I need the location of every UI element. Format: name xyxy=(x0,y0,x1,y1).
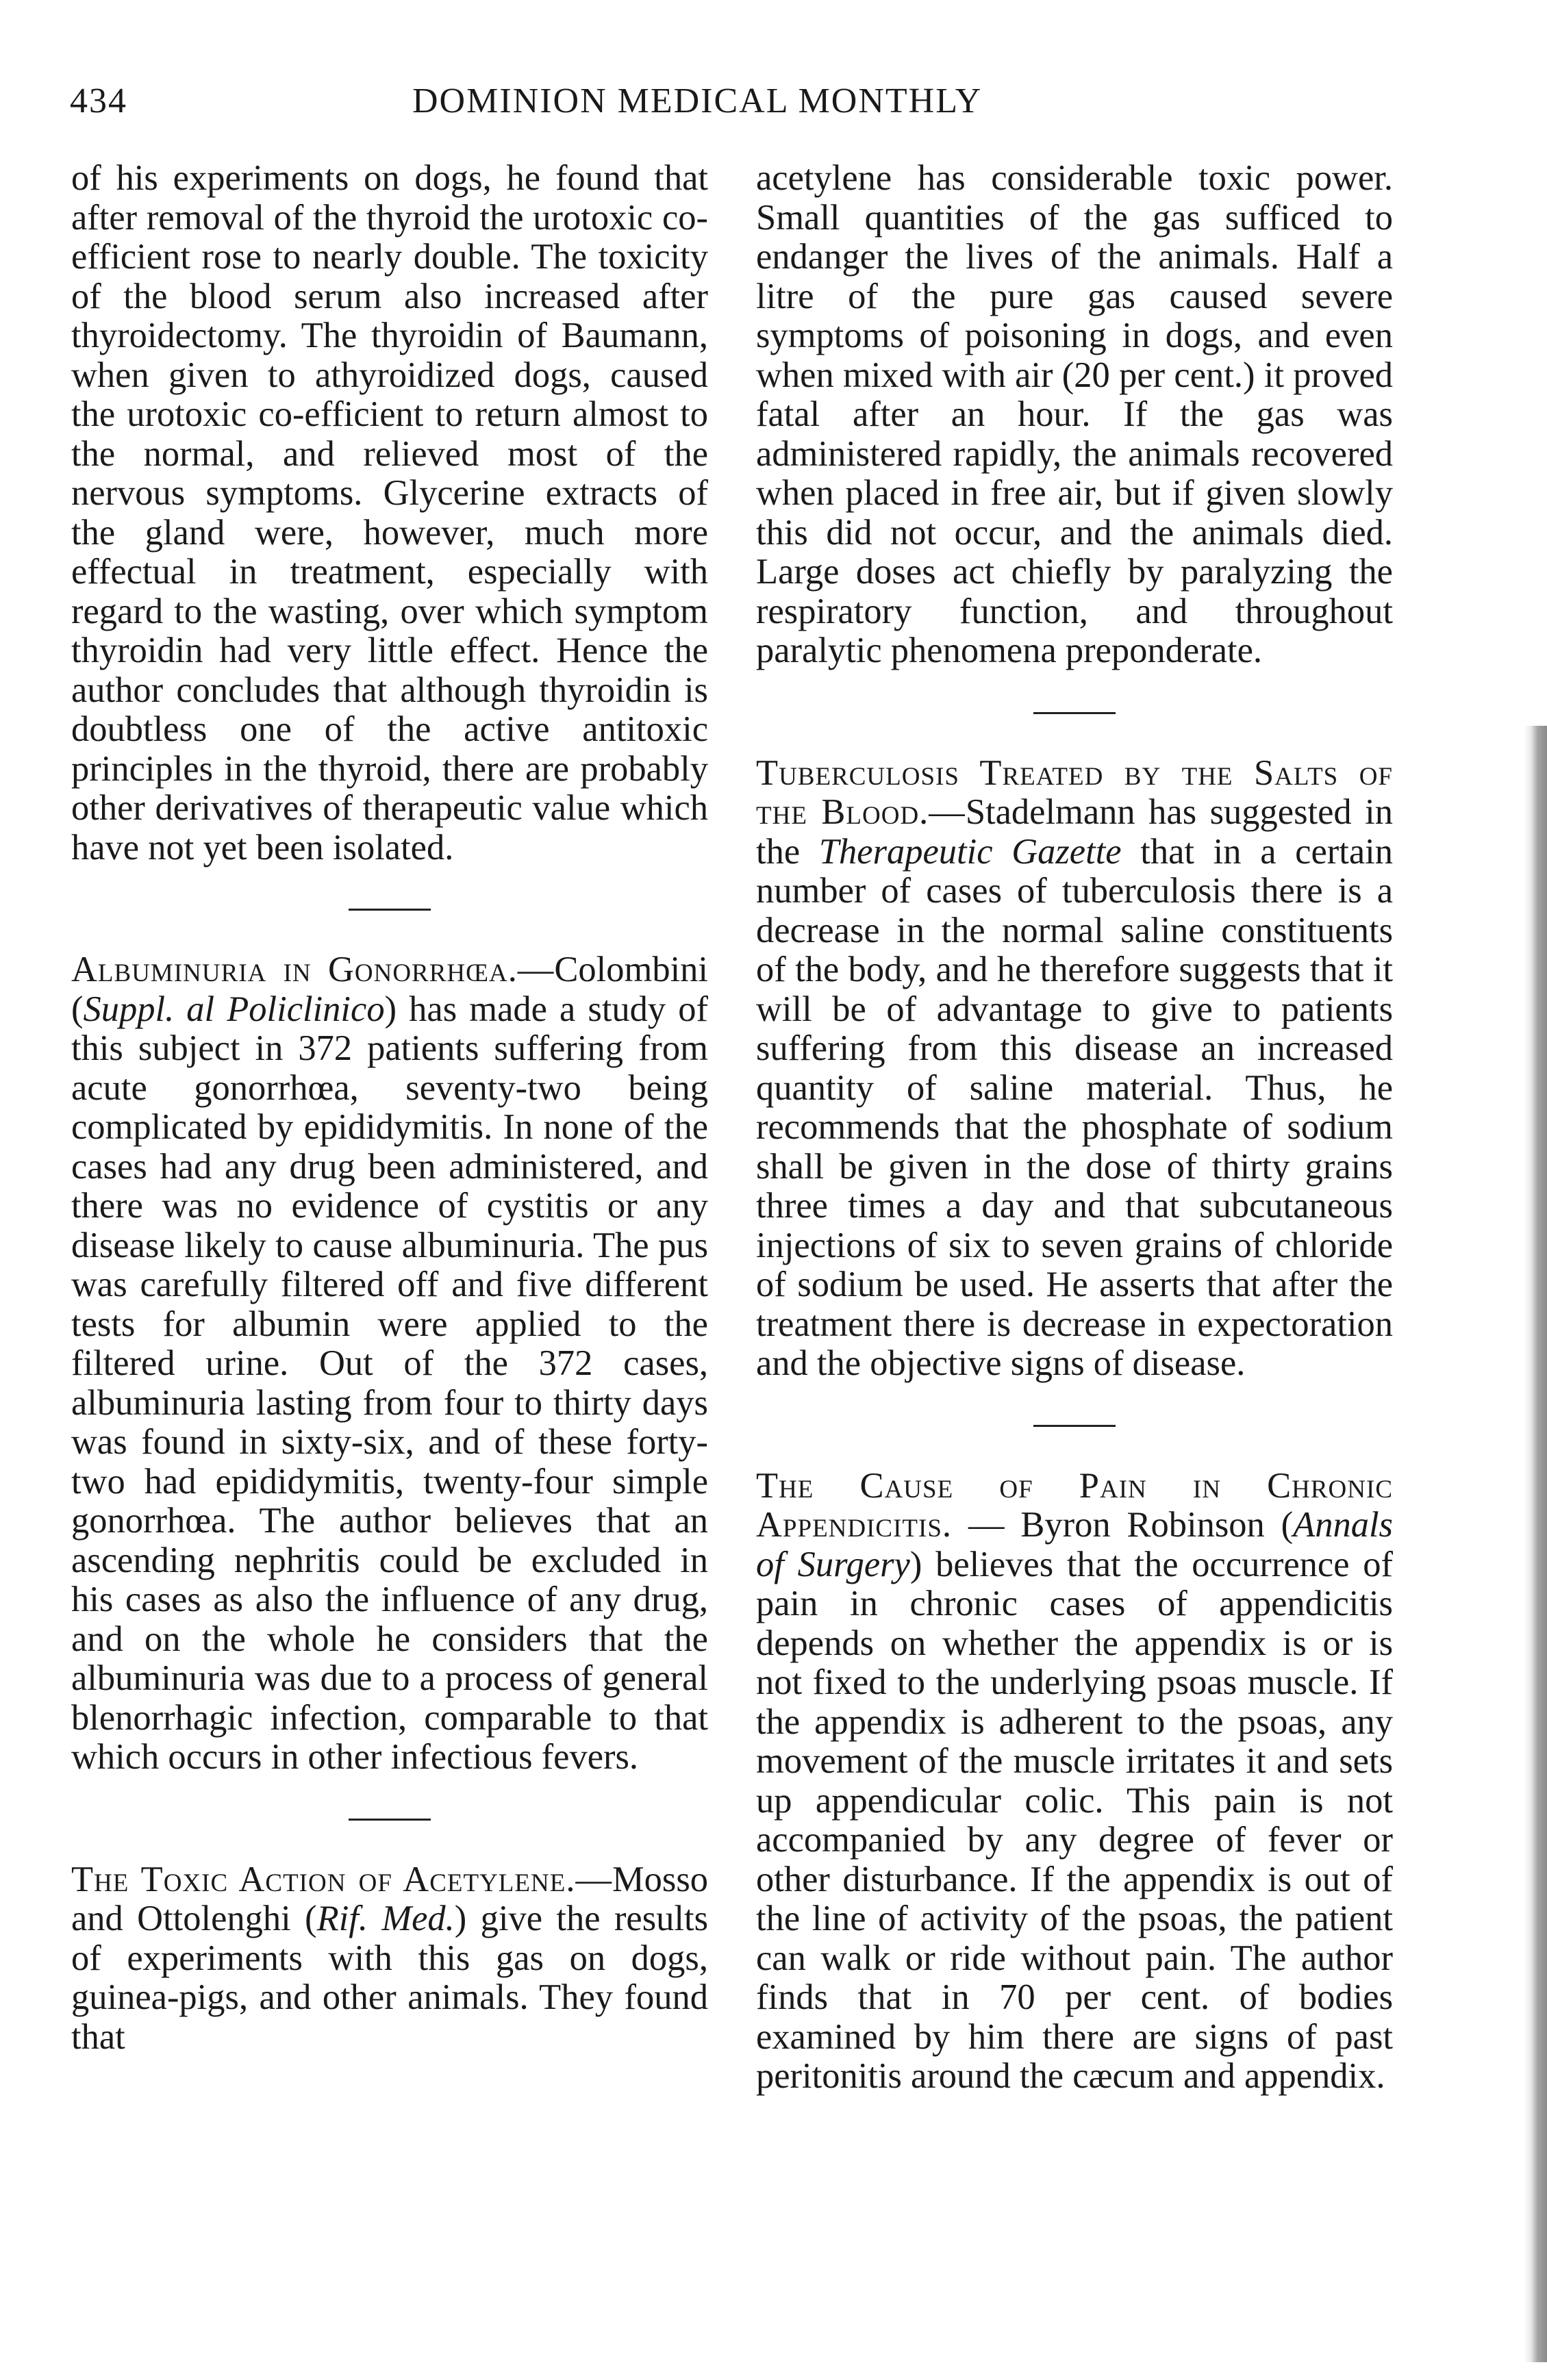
continued-paragraph: acetylene has considerable toxic power. Small quantities of the gas sufficed to endanger the lives of the animals. Half a litre of the pure gas caused severe symptoms of poisoning in dogs, and even when mixed with air (20 per cent.) it proved fatal after an hour. If the gas was administered rapidly, the animals recovered when placed in free air, but if given slowly this did not occur, and the animals died. Large doses act chiefly by paralyzing the respiratory function, and throughout paralytic phenomena preponderate. xyxy=(756,158,1393,670)
article-author: Byron Robinson xyxy=(1020,1505,1281,1545)
article-source: Annals of Surgery xyxy=(756,1505,1393,1584)
article-tuberculosis xyxy=(756,754,1393,1384)
article-author: Colombini xyxy=(554,950,708,989)
article-body: believes that the occurrence of pain in chronic cases of appendicitis depends on whether the appendix is or is not fixed to the underlying psoas muscle. If the appendix is adherent to the psoas, any movement of the muscle irritates it and sets up appendicular colic. This pain is not accompanied by any degree of fever or other disturbance. If the appendix is out of the line of activity of the psoas, the patient can walk or ride without pain. The author finds that in 70 per cent. of bodies examined by him there are signs of past peritonitis around the cæcum and appendix. xyxy=(756,1544,1393,2096)
article-appendicitis xyxy=(756,1467,1393,2097)
section-divider xyxy=(1033,712,1116,714)
article-author: Mosso and Ottolenghi xyxy=(71,1859,708,1938)
continued-paragraph: of his experiments on dogs, he found that after removal of the thyroid the urotoxic co-efficient rose to nearly double. The toxicity of the blood serum also increased after thyroidectomy. The thyroidin of Baumann, when given to athyroidized dogs, caused the urotoxic co-efficient to return almost to the normal, and relieved most of the nervous symptoms. Glycerine extracts of the gland were, however, much more effectual in treatment, especially with regard to the wasting, over which symptom thyroidin had very little effect. Hence the author concludes that although thyroidin is doubtless one of the active antitoxic principles in the thyroid, there are probably other derivatives of therapeutic value which have not yet been isolated. xyxy=(71,158,708,868)
article-acetylene xyxy=(71,1860,708,2058)
article-heading: Tuberculosis Treated by the Salts of the Blood.— xyxy=(756,752,1393,832)
paren-open: ( xyxy=(290,1899,317,1938)
left-column xyxy=(71,159,708,2057)
article-heading: The Cause of Pain in Chronic Appendicitis. xyxy=(756,1465,1393,1545)
paren-open: ( xyxy=(71,989,84,1029)
article-source: Rif. Med. xyxy=(316,1899,455,1938)
right-column xyxy=(756,159,1393,2097)
paren-close: ) xyxy=(454,1899,481,1938)
article-body: give the results of experiments with this gas on dogs, guinea-pigs, and other animals. They found that xyxy=(71,1899,709,2057)
section-divider xyxy=(349,1819,431,1821)
paren-close: ) xyxy=(909,1544,936,1584)
article-body-start: Stadelmann has suggested in the xyxy=(756,792,1393,872)
section-divider xyxy=(349,909,431,911)
journal-title: DOMINION MEDICAL MONTHLY xyxy=(412,81,983,121)
paren-close: ) xyxy=(384,989,410,1029)
running-header xyxy=(70,81,1412,136)
article-heading: Albuminuria in Gonorrhœa.— xyxy=(71,950,555,989)
article-albuminuria xyxy=(71,950,708,1777)
section-divider xyxy=(1033,1425,1116,1427)
paren-open: ( xyxy=(1281,1505,1294,1545)
article-source: Suppl. al Policlinico xyxy=(83,989,385,1029)
article-body: that in a certain number of cases of tuberculosis there is a decrease in the normal saline constituents of the body, and he therefore suggests that it will be of advantage to give to patients suffering from this disease an increased quantity of saline material. Thus, he recommends that the phosphate of sodium shall be given in the dose of thirty grains three times a day and that subcutaneous injections of six to seven grains of chloride of sodium be used. He asserts that after the treatment there is decrease in expectoration and the objective signs of disease. xyxy=(756,831,1393,1383)
article-heading: The Toxic Action of Acetylene.— xyxy=(71,1859,612,1899)
heading-dash: — xyxy=(952,1505,1021,1545)
page-number: 434 xyxy=(70,81,127,121)
page-edge-shadow xyxy=(1524,726,1547,2362)
article-source: Therapeutic Gazette xyxy=(818,831,1122,872)
article-body: has made a study of this subject in 372 patients suffering from acute gonorrhœa, seventy-two being complicated by epididymitis. In none of the cases had any drug been administered, and there was no evidence of cystitis or any disease likely to cause albuminuria. The pus was carefully filtered off and five different tests for albumin were applied to the filtered urine. Out of the 372 cases, albuminuria lasting from four to thirty days was found in sixty-six, and of these forty-two had epididymitis, twenty-four simple gonorrhœa. The author believes that an ascending nephritis could be excluded in his cases as also the influence of any drug, and on the whole he considers that the albuminuria was due to a process of general blenorrhagic infection, comparable to that which occurs in other infectious fevers. xyxy=(71,989,708,1777)
